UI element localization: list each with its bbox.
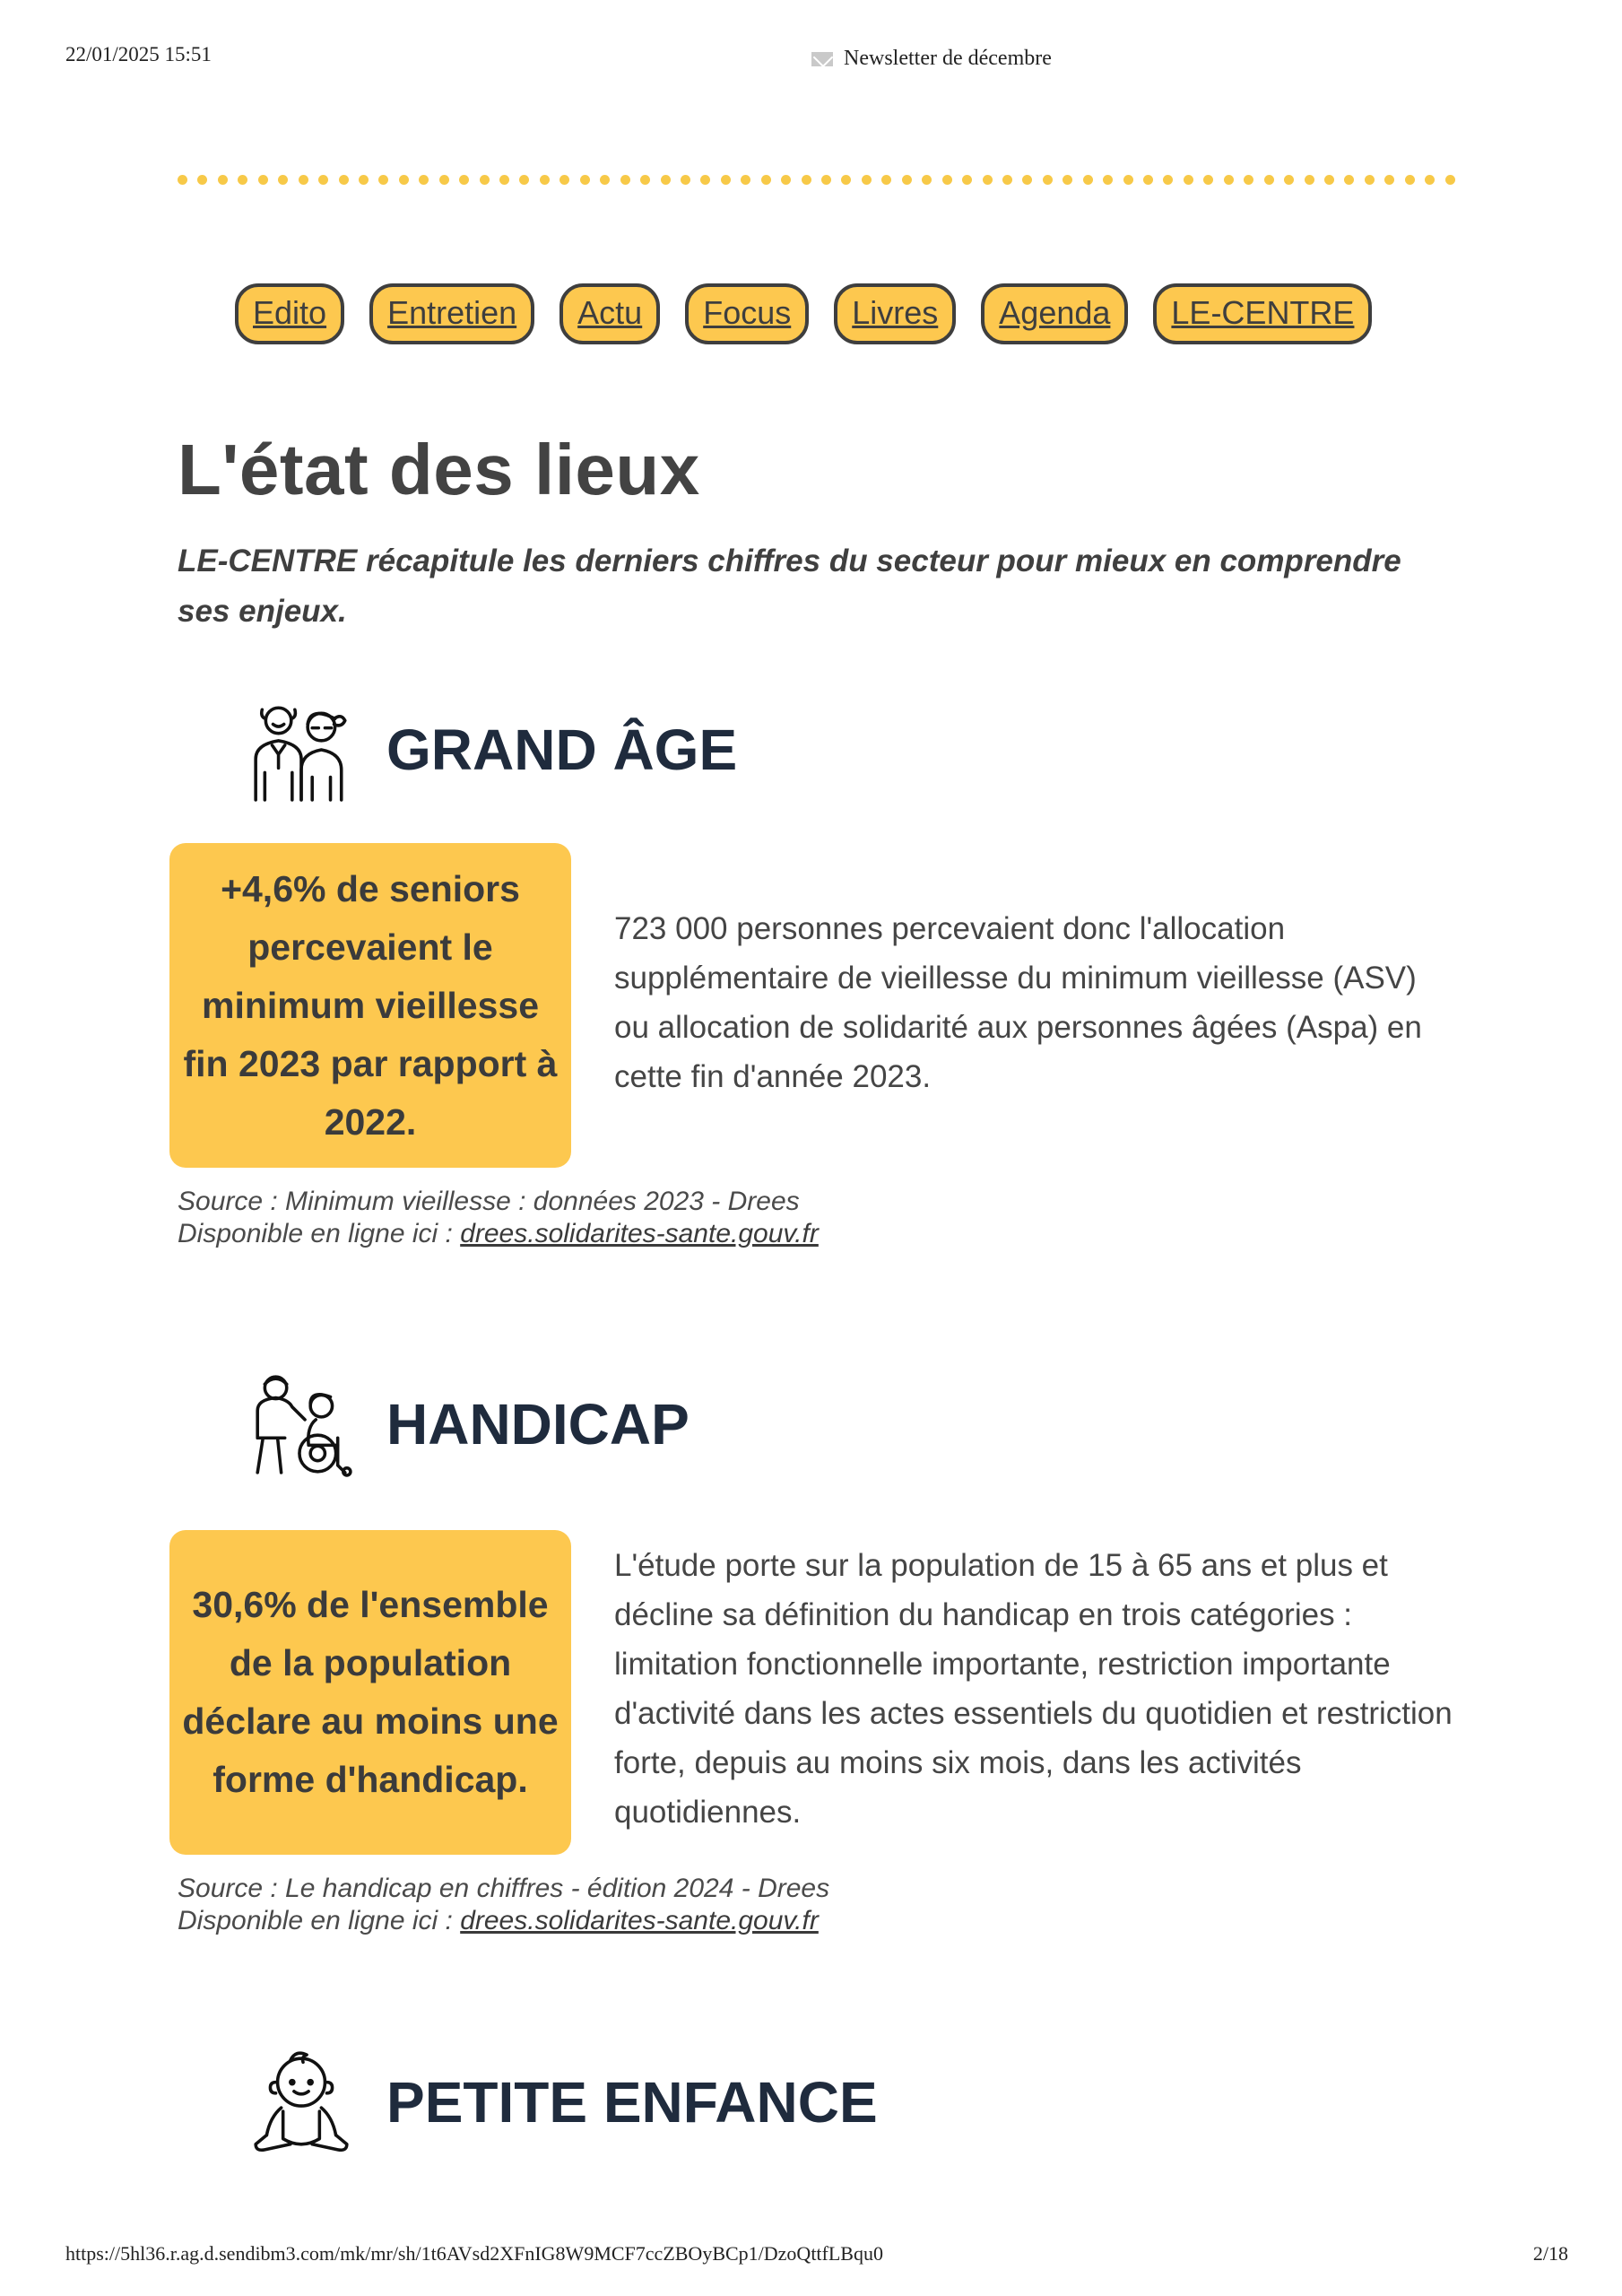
divider-dot [1143,175,1153,185]
link-prefix: Disponible en ligne ici : [178,1219,461,1248]
baby-icon [247,2048,356,2157]
nav-entretien[interactable]: Entretien [369,283,534,344]
stat-text: +4,6% de seniors percevaient le minimum vieillesse fin 2023 par rapport à 2022. [183,867,558,1143]
divider-dot [480,175,490,185]
nav-actu[interactable]: Actu [559,283,660,344]
elderly-couple-icon [247,695,356,804]
divider-dot [1203,175,1213,185]
divider-dot [1405,175,1415,185]
stat-text: 30,6% de l'ensemble de la population déclare au moins une forme d'handicap. [182,1584,559,1800]
page-title: L'état des lieux [178,430,700,509]
divider-dot [278,175,288,185]
divider-dot [1083,175,1093,185]
section-grand-age-header [247,695,737,804]
section-heading: HANDICAP [386,1392,690,1457]
divider-dot [802,175,811,185]
divider-dot [721,175,731,185]
divider-dot [922,175,932,185]
divider-dot [299,175,308,185]
divider-dot [1022,175,1032,185]
divider-dot [1043,175,1053,185]
divider-dot [1445,175,1455,185]
source-link[interactable]: drees.solidarites-sante.gouv.fr [460,1906,819,1935]
divider-dot [378,175,388,185]
source-availability [178,1905,829,1937]
source-link[interactable]: drees.solidarites-sante.gouv.fr [460,1219,819,1248]
divider-dot [1103,175,1113,185]
print-date: 22/01/2025 15:51 [65,43,212,65]
source-note [178,1873,829,1937]
divider-dot [238,175,247,185]
divider-dot [258,175,268,185]
divider-dot [681,175,690,185]
stat-description: L'étude porte sur la population de 15 à 65 ans et plus et décline sa définition du handicap en trois catégories : limitation fonctionnelle importante, restriction importante d'activité dans les actes essentiels du quotidien et restriction forte, depuis au moins six mois, dans les activités quotidiennes. [614,1548,1453,1830]
divider-dot [1244,175,1253,185]
newsletter-nav [235,283,1401,344]
divider-dot [1384,175,1394,185]
divider-dot [580,175,590,185]
source-availability [178,1218,819,1250]
print-header-title [811,47,1052,71]
divider-dot [881,175,891,185]
divider-dot [218,175,228,185]
divider-dot [821,175,831,185]
divider-dot [761,175,771,185]
divider-dot [700,175,710,185]
section-petite-enfance-header [247,2048,878,2157]
nav-agenda[interactable]: Agenda [981,283,1128,344]
divider-dot [962,175,972,185]
divider-dot [1163,175,1173,185]
nav-le-centre[interactable]: LE-CENTRE [1153,283,1372,344]
section-heading: PETITE ENFANCE [386,2070,878,2135]
divider-dot [1305,175,1314,185]
divider-dot [1365,175,1375,185]
section-handicap-header [247,1370,690,1479]
divider-dot [862,175,872,185]
divider-dot [1224,175,1234,185]
divider-dot [1063,175,1072,185]
divider-dot [197,175,207,185]
divider-dot [781,175,791,185]
divider-dot [419,175,429,185]
divider-dot [1425,175,1435,185]
source-note [178,1186,819,1250]
dotted-divider [178,170,1455,188]
source-line: Source : Le handicap en chiffres - édition 2024 - Drees [178,1874,830,1903]
divider-dot [1264,175,1274,185]
divider-dot [1324,175,1334,185]
divider-dot [1344,175,1354,185]
divider-dot [600,175,610,185]
divider-dot [399,175,409,185]
divider-dot [741,175,750,185]
stat-highlight [169,843,571,1168]
divider-dot [459,175,469,185]
divider-dot [902,175,912,185]
newsletter-title: Newsletter de décembre [844,47,1052,70]
divider-dot [559,175,569,185]
link-prefix: Disponible en ligne ici : [178,1906,461,1935]
nav-livres[interactable]: Livres [834,283,956,344]
divider-dot [841,175,851,185]
divider-dot [519,175,529,185]
divider-dot [1002,175,1012,185]
print-footer-url: https://5hl36.r.ag.d.sendibm3.com/mk/mr/sh/1t6AVsd2XFnIG8W9MCF7ccZBOyBCp1/DzoQttfLBqu0 [65,2242,883,2265]
divider-dot [640,175,650,185]
divider-dot [178,175,187,185]
divider-dot [499,175,509,185]
divider-dot [942,175,952,185]
page-intro: LE-CENTRE récapitule les derniers chiffres du secteur pour mieux en comprendre ses enjeux. [178,544,1401,629]
stat-highlight [169,1530,571,1855]
divider-dot [318,175,328,185]
divider-dot [359,175,369,185]
divider-dot [339,175,349,185]
divider-dot [1284,175,1294,185]
divider-dot [661,175,671,185]
divider-dot [439,175,449,185]
print-page-number: 2/18 [1532,2242,1568,2265]
stat-description: 723 000 personnes percevaient donc l'allocation supplémentaire de vieillesse du minimum vieillesse (ASV) ou allocation de solidarité aux personnes âgées (Aspa) en cette fin d'année 2023. [614,911,1422,1094]
divider-dot [1123,175,1133,185]
divider-dot [1184,175,1193,185]
envelope-icon [811,52,833,66]
source-line: Source : Minimum vieillesse : données 2023 - Drees [178,1187,800,1216]
divider-dot [540,175,550,185]
divider-dot [983,175,993,185]
divider-dot [620,175,630,185]
wheelchair-assist-icon [247,1370,356,1479]
section-heading: GRAND ÂGE [386,718,738,782]
nav-edito[interactable]: Edito [235,283,344,344]
nav-focus[interactable]: Focus [685,283,809,344]
